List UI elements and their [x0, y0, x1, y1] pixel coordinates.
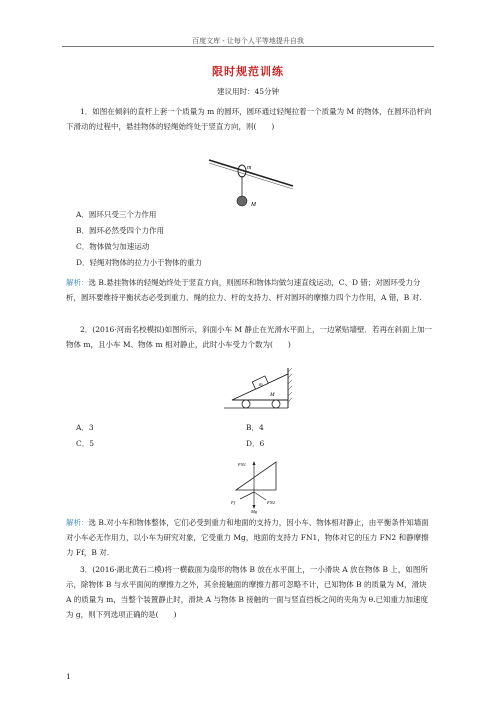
q1-option-d: D．轻绳对物体的拉力小于物体的重力: [76, 258, 203, 267]
page-title: 限时规范训练: [212, 65, 284, 78]
q1-figure: [205, 150, 297, 212]
q2-solution: [66, 515, 434, 560]
label-m: m: [247, 165, 252, 171]
label-M: M: [251, 202, 256, 208]
label-M: M: [270, 392, 275, 398]
label-m: m: [259, 383, 263, 388]
q2-force-figure: [226, 454, 292, 514]
page-number: 1: [66, 672, 71, 681]
wheel-right: [272, 400, 280, 408]
fn2-arrow: [254, 492, 266, 500]
q2-stem: 2．(2016·河南名校模拟)如图所示，斜面小车 M 静止在光滑水平面上，一边紧贴墙壁．若再在斜面上加一物体 m，且小车 M、物体 m 相对静止，此时小车受力个数为( ): [66, 325, 433, 349]
ff-arrow: [240, 492, 254, 499]
q1-solution: [66, 275, 434, 305]
hanging-mass: [237, 196, 247, 206]
q2-option-a: A．3: [76, 423, 94, 432]
q1-option-c: C．物体做匀加速运动: [76, 242, 150, 251]
label-fn2: FN2: [267, 500, 276, 505]
wall-hatch: [288, 368, 292, 402]
label-mg: Mg: [251, 509, 257, 514]
q1-solution-label: 解析：: [66, 278, 89, 287]
q1-solution-text: 选 B.悬挂物体的轻绳始终处于竖直方向，则圆环和物体均做匀速直线运动，C、D 错；对圆环受力分析，圆环要维持平衡状态必受到重力、绳的拉力、杆的支持力、杆对圆环的摩擦力四个力作用，A 错，B 对.: [66, 278, 422, 302]
q2-solution-text: 选 B.对小车和物体整体，它们必受到重力和地面的支持力，因小车、物体相对静止，由平衡条件知墙面对小车必无作用力，以小车为研究对象，它受重力 Mg，地面的支持力 FN1，物体对它的压力 FN2 和静摩擦力 Ff，B 对.: [66, 518, 429, 557]
q2-option-c: C．5: [76, 439, 95, 448]
header-rule: [62, 46, 434, 47]
q1-stem: 1．如图在倾斜的直杆上套一个质量为 m 的圆环，圆环通过轻绳拉着一个质量为 M 的物体，在圆环沿杆向下滑动的过程中，悬挂物体的轻绳始终处于竖直方向，则( ): [66, 107, 432, 131]
inclined-rod: [209, 160, 293, 186]
label-fn1: FN1: [238, 462, 247, 467]
q2-solution-label: 解析：: [66, 518, 89, 527]
q1-option-a: A．圆环只受三个力作用: [76, 210, 157, 219]
page-header: 百度文库 - 让每个人平等地提升自我: [192, 37, 304, 45]
q2-option-b: B．4: [246, 423, 264, 432]
q1-option-b: B．圆环必然受四个力作用: [76, 226, 165, 235]
label-ff: Ff: [231, 500, 235, 505]
time-note: 建议用时：45分钟: [216, 87, 280, 96]
wheel-left: [242, 400, 250, 408]
q2-figure: [222, 366, 298, 412]
q3-stem: 3．(2016·湖北黄石二模)将一横截面为扇形的物体 B 放在水平面上，一小滑块 A 放在物体 B 上，如图所示，除物体 B 与水平面间的摩擦力之外，其余接触面的摩擦力都可忽略不计，已知物体 B 的质量为 M，滑块 A 的质量为 m，当整个装置静止时，滑块 A 与物体 B 接触的一面与竖直挡板之间的夹角为 θ.已知重力加速度为 g，则下列选项正确的是( ): [66, 565, 429, 619]
q2-option-d: D．6: [246, 439, 265, 448]
